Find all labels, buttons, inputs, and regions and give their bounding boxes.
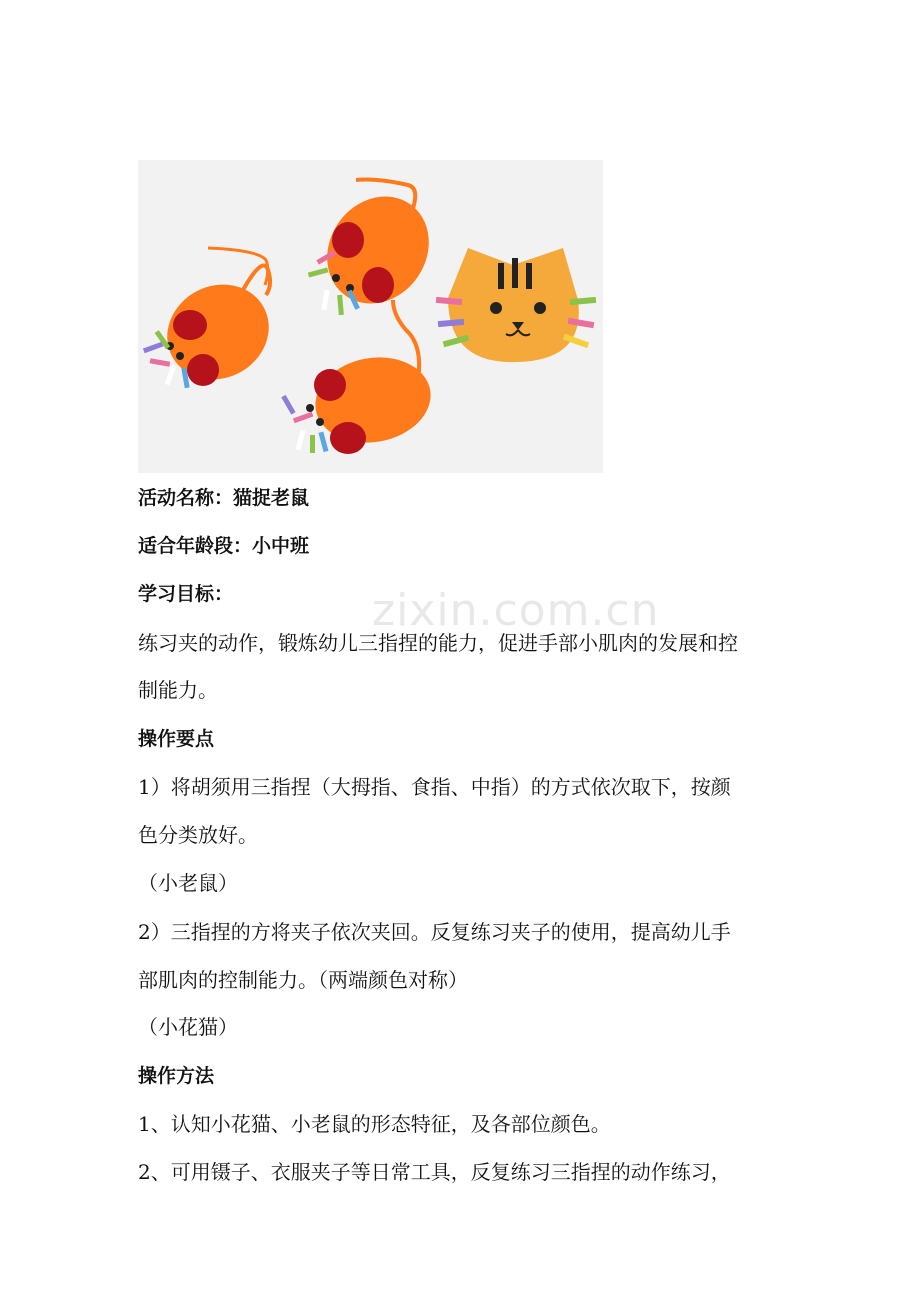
- point1-line-2: 色分类放好。: [138, 823, 258, 847]
- goal-heading: 学习目标：: [138, 583, 234, 605]
- point1-note: （小老鼠）: [138, 871, 238, 895]
- method-heading: 操作方法: [138, 1065, 215, 1087]
- points-heading: 操作要点: [138, 728, 215, 750]
- method-step-1: 1、认知小花猫、小老鼠的形态特征，及各部位颜色。: [138, 1112, 611, 1136]
- goal-text-line-1: 练习夹的动作，锻炼幼儿三指捏的能力，促进手部小肌肉的发展和控: [138, 631, 738, 655]
- method-step-2: 2、可用镊子、衣服夹子等日常工具，反复练习三指捏的动作练习，: [138, 1160, 731, 1184]
- activity-name: 活动名称：猫捉老鼠: [138, 487, 310, 509]
- watermark: zixin.com.cn: [372, 585, 660, 636]
- point2-note: （小花猫）: [138, 1015, 238, 1039]
- point2-line-2: 部肌肉的控制能力。（两端颜色对称）: [138, 968, 468, 992]
- age-group: 适合年龄段：小中班: [138, 535, 310, 557]
- craft-photo: [138, 160, 603, 473]
- point1-line-1: 1）将胡须用三指捏（大拇指、食指、中指）的方式依次取下，按颜: [138, 775, 731, 799]
- goal-text-line-2: 制能力。: [138, 678, 218, 702]
- point2-line-1: 2）三指捏的方将夹子依次夹回。反复练习夹子的使用，提高幼儿手: [138, 920, 731, 944]
